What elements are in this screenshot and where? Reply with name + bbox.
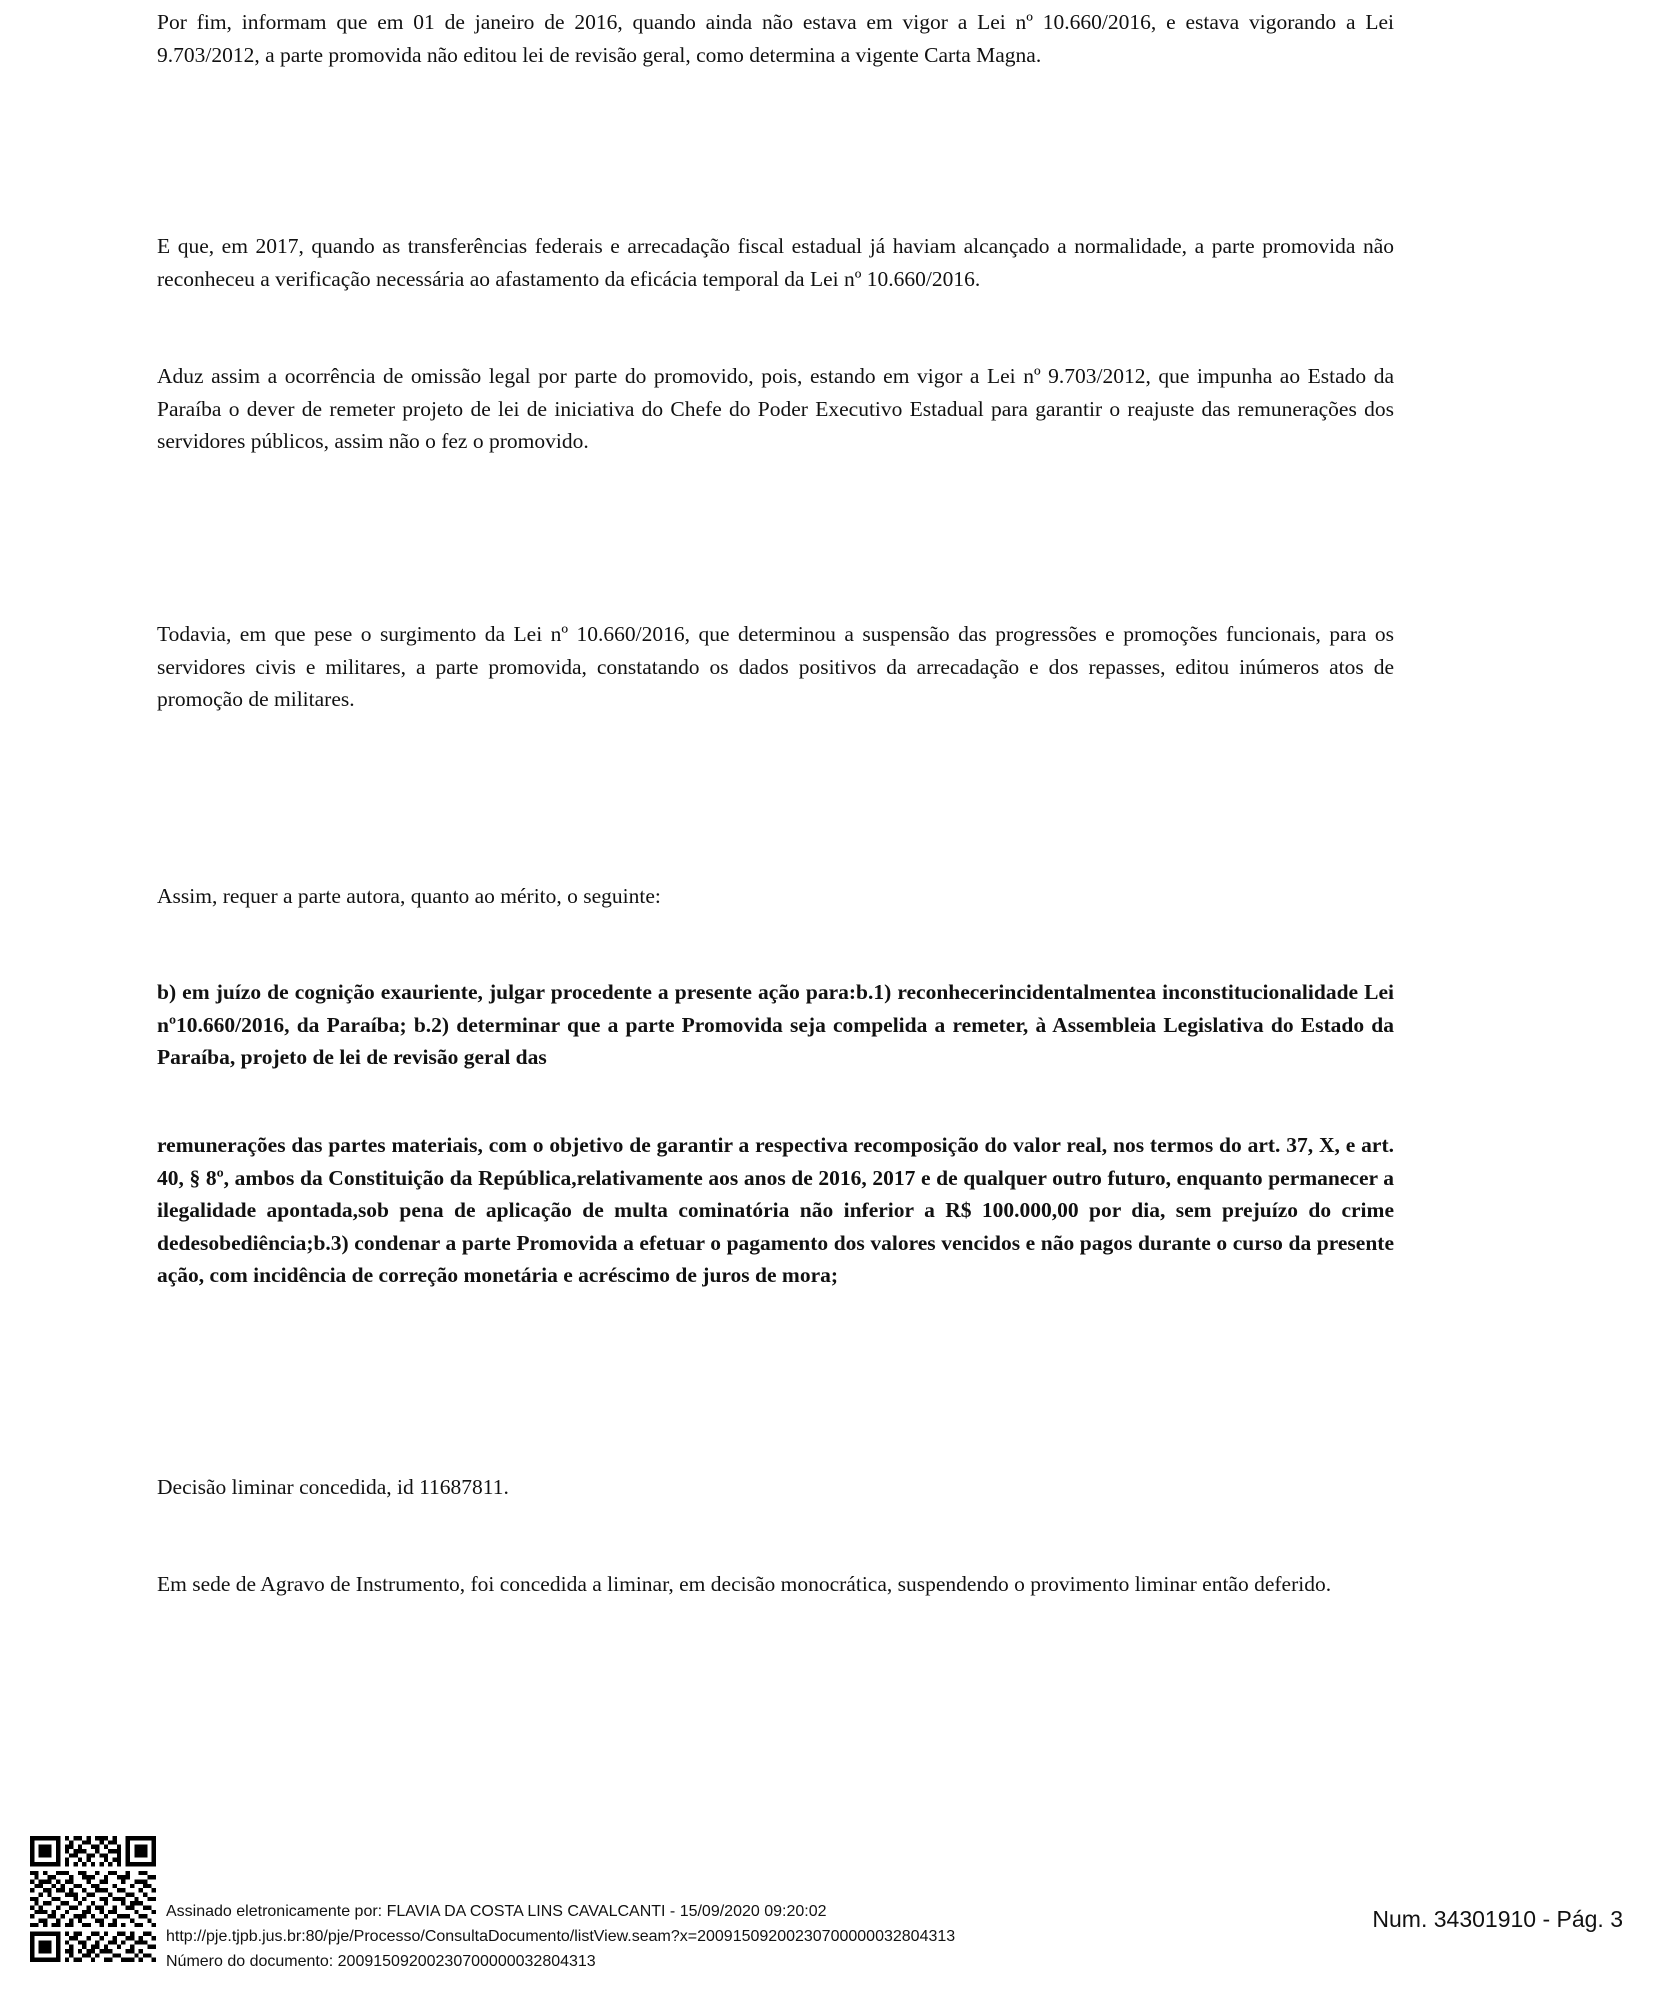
paragraph-agravo: Em sede de Agravo de Instrumento, foi concedida a liminar, em decisão monocrática, suspendendo o provimento liminar então deferido. bbox=[157, 1572, 1332, 1596]
signed-by-line: Assinado eletronicamente por: FLAVIA DA COSTA LINS CAVALCANTI - 15/09/2020 09:20:02 bbox=[166, 1903, 827, 1920]
paragraph-promocao-militares: Todavia, em que pese o surgimento da Lei nº 10.660/2016, que determinou a suspensão das progressões e promoções funcionais, para os servidores civis e militares, a parte promovida, constatando os dados positivos da arrecadação e dos repasses, editou inúmeros atos de promoção de militares. bbox=[157, 622, 1394, 711]
qr-code-icon bbox=[30, 1836, 156, 1962]
document-url-link[interactable]: http://pje.tjpb.jus.br:80/pje/Processo/ConsultaDocumento/listView.seam?x=20091509200230700000032804313 bbox=[166, 1928, 956, 1945]
paragraph-decisao-liminar: Decisão liminar concedida, id 11687811. bbox=[157, 1475, 509, 1499]
paragraph-pedido-continuacao: remunerações das partes materiais, com o objetivo de garantir a respectiva recomposição do valor real, nos termos do art. 37, X, e art. 40, § 8º, ambos da Constituição da República,relativamente aos anos de 2016, 2017 e de qualquer outro futuro, enquanto permanecer a ilegalidade apontada,sob pena de aplicação de multa cominatória não inferior a R$ 100.000,00 por dia, sem prejuízo do crime dedesobediência;b.3) condenar a parte Promovida a efetuar o pagamento dos valores vencidos e não pagos durante o curso da presente ação, com incidência de correção monetária e acréscimo de juros de mora; bbox=[157, 1133, 1394, 1287]
paragraph-revisao-2016: Por fim, informam que em 01 de janeiro de 2016, quando ainda não estava em vigor a Lei nº 10.660/2016, e estava vigorando a Lei 9.703/2012, a parte promovida não editou lei de revisão geral, como determina a vigente Carta Magna. bbox=[157, 10, 1394, 67]
paragraph-omissao-legal: Aduz assim a ocorrência de omissão legal por parte do promovido, pois, estando em vigor a Lei nº 9.703/2012, que impunha ao Estado da Paraíba o dever de remeter projeto de lei de iniciativa do Chefe do Poder Executivo Estadual para garantir o reajuste das remunerações dos servidores públicos, assim não o fez o promovido. bbox=[157, 364, 1394, 453]
paragraph-requer-merito: Assim, requer a parte autora, quanto ao mérito, o seguinte: bbox=[157, 884, 661, 908]
paragraph-2017-normalidade: E que, em 2017, quando as transferências federais e arrecadação fiscal estadual já haviam alcançado a normalidade, a parte promovida não reconheceu a verificação necessária ao afastamento da eficácia temporal da Lei nº 10.660/2016. bbox=[157, 234, 1394, 291]
page-number: Num. 34301910 - Pág. 3 bbox=[1372, 1906, 1623, 1932]
signature-block bbox=[166, 1899, 955, 1974]
paragraph-pedido-b: b) em juízo de cognição exauriente, julgar procedente a presente ação para:b.1) reconhecerincidentalmentea inconstitucionalidade Lei nº10.660/2016, da Paraíba; b.2) determinar que a parte Promovida seja compelida a remeter, à Assembleia Legislativa do Estado da Paraíba, projeto de lei de revisão geral das bbox=[157, 980, 1394, 1069]
document-number-line: Número do documento: 20091509200230700000032804313 bbox=[166, 1953, 596, 1970]
